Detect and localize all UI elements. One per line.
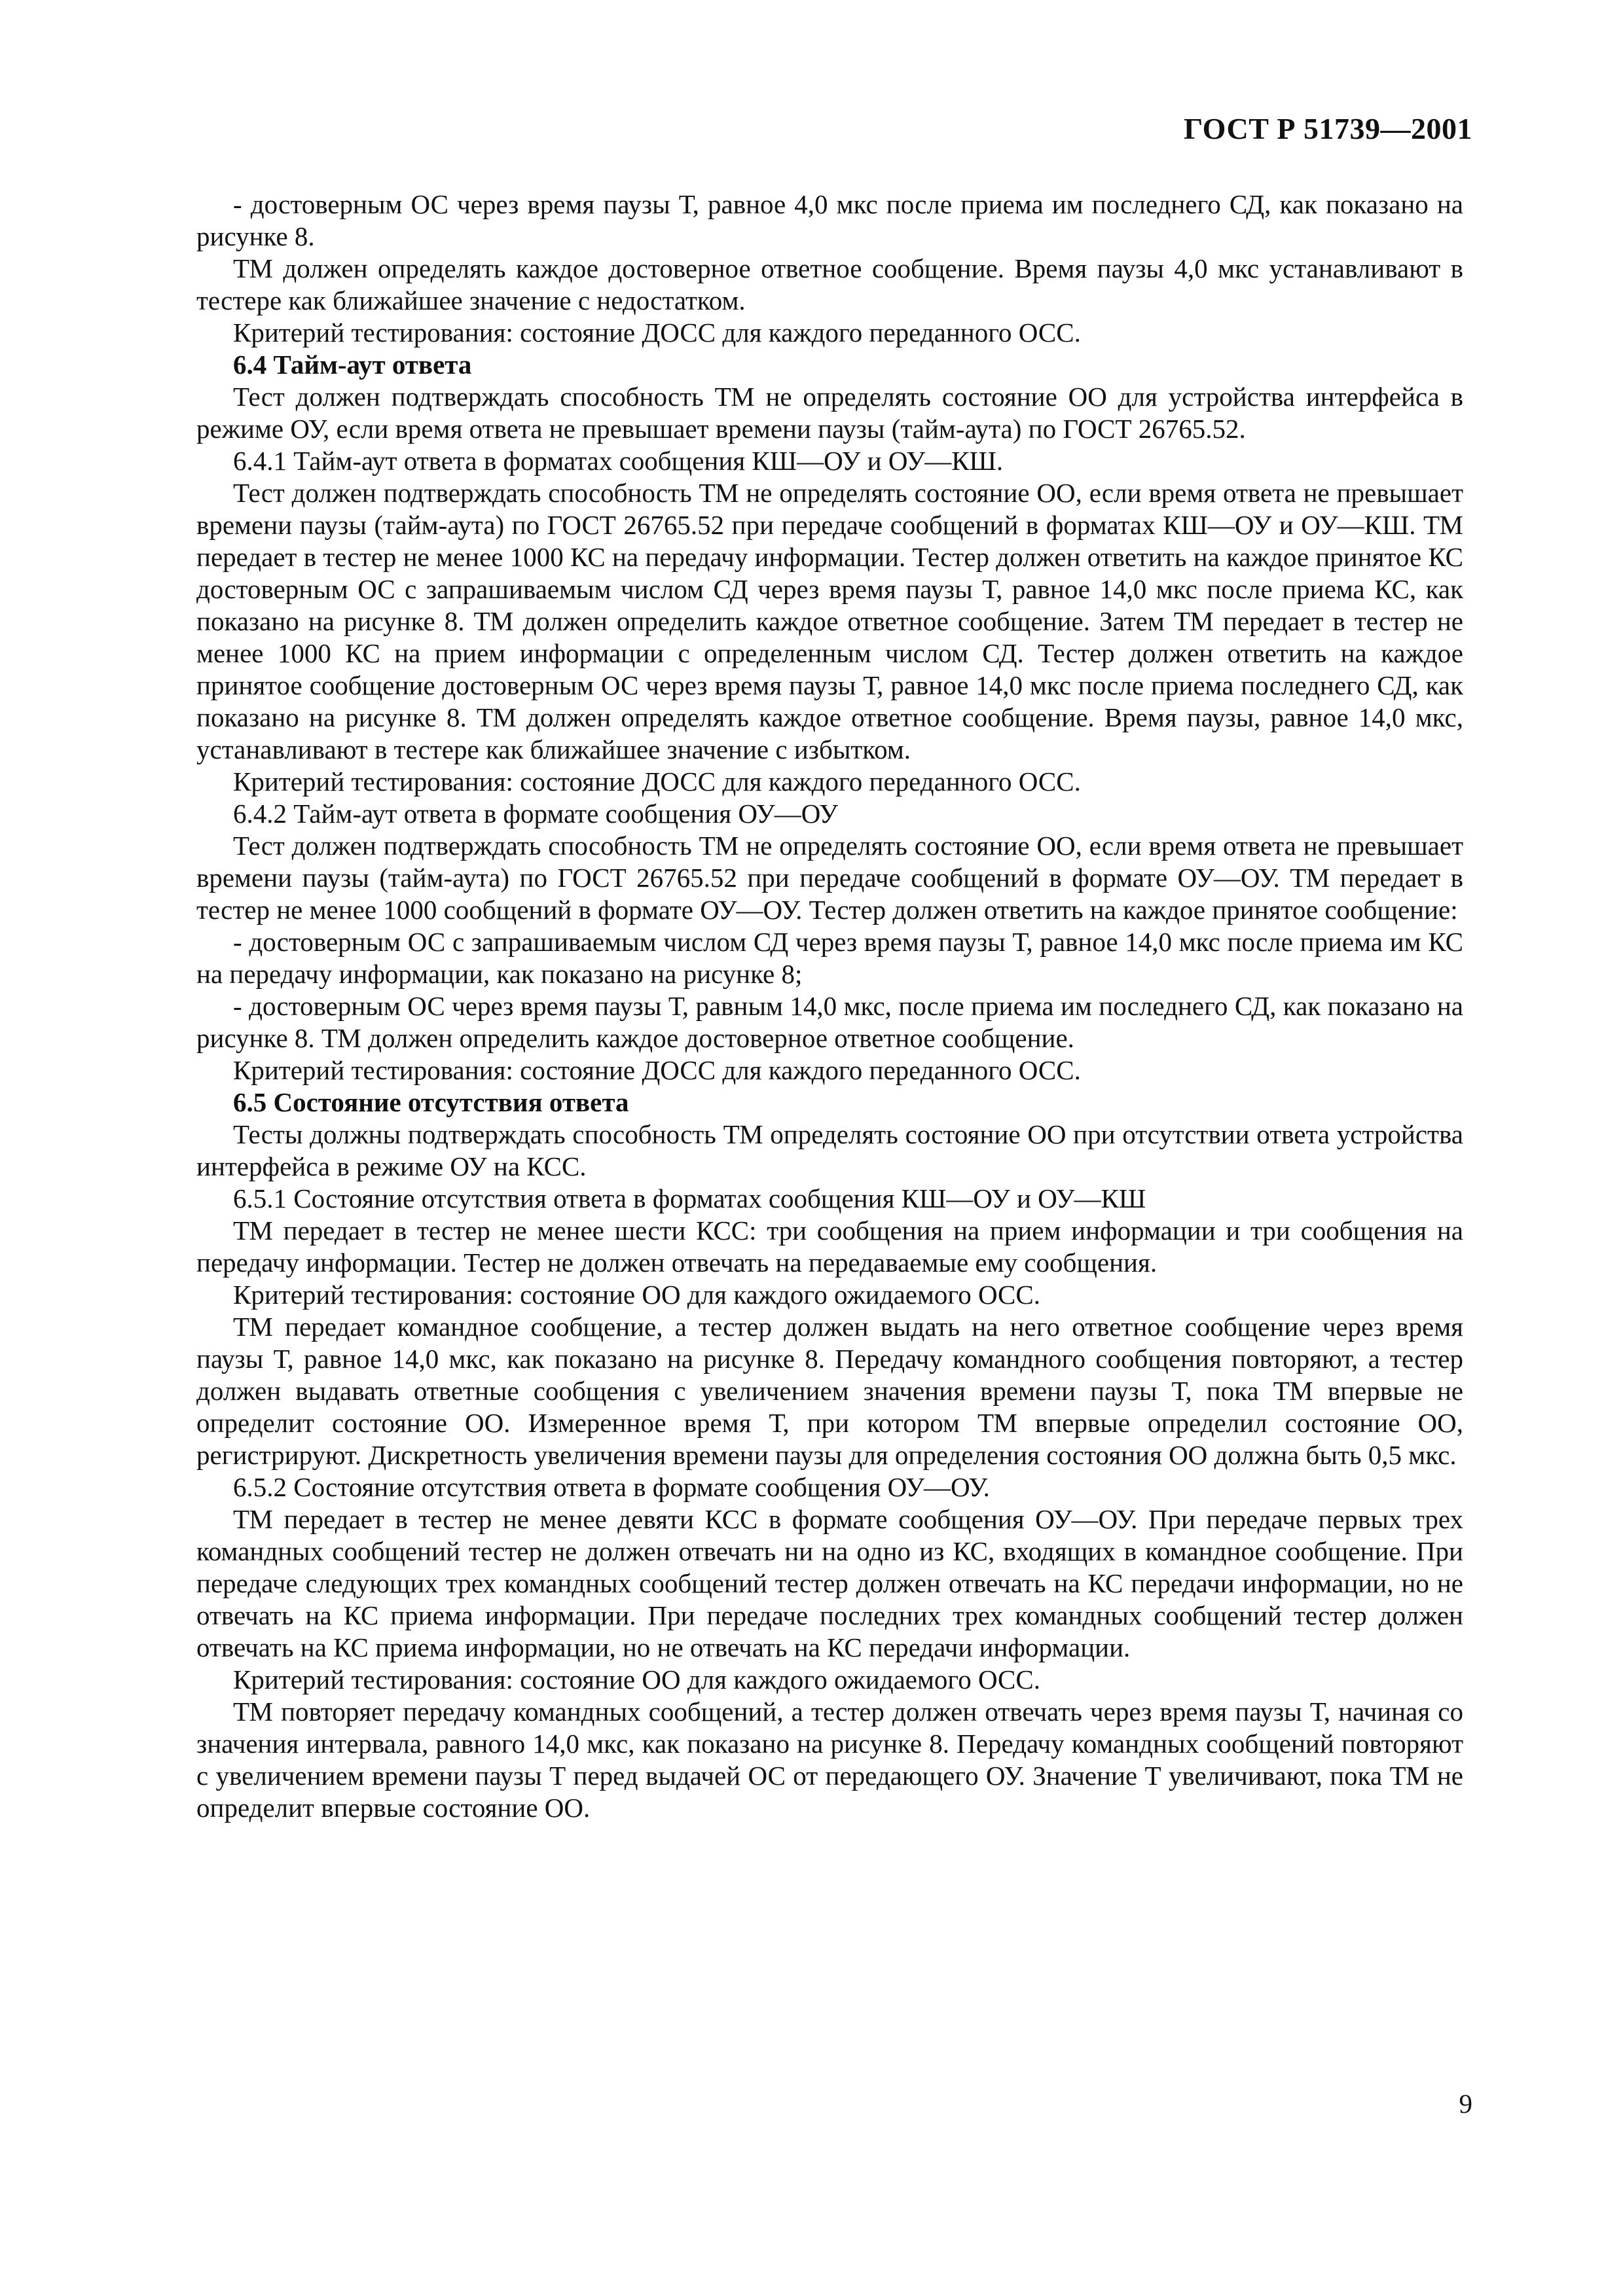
paragraph: 6.4.2 Тайм-аут ответа в формате сообщения ОУ—ОУ	[233, 798, 839, 829]
paragraph: ТМ повторяет передачу командных сообщений, а тестер должен отвечать через время паузы Т, начиная со значения интервала, равного 14,0 мкс, как показано на рисунке 8. Передачу командных сообщений повторяют с увеличением времени паузы Т перед выдачей ОС от передающего ОУ. Значение Т увеличивают, пока ТМ не определит впервые состояние ОО.	[196, 1696, 1463, 1823]
paragraph: Тест должен подтверждать способность ТМ не определять состояние ОО, если время ответа не превышает времени паузы (тайм-аута) по ГОСТ 26765.52 при передаче сообщений в форматах КШ—ОУ и ОУ—КШ. ТМ передает в тестер не менее 1000 КС на передачу информации. Тестер должен ответить на каждое принятое КС достоверным ОС с запрашиваемым числом СД через время паузы Т, равное 14,0 мкс после приема КС, как показано на рисунке 8. ТМ должен определить каждое ответное сообщение. Затем ТМ передает в тестер не менее 1000 КС на прием информации с определенным числом СД. Тестер должен ответить на каждое принятое сообщение достоверным ОС через время паузы Т, равное 14,0 мкс после приема последнего СД, как показано на рисунке 8. ТМ должен определять каждое ответное сообщение. Время паузы, равное 14,0 мкс, устанавливают в тестере как ближайшее значение с избытком.	[196, 478, 1463, 764]
section-heading: 6.5 Состояние отсутствия ответа	[233, 1087, 629, 1117]
paragraph: - достоверным ОС через время паузы Т, равным 14,0 мкс, после приема им последнего СД, как показано на рисунке 8. ТМ должен определить каждое достоверное ответное сообщение.	[196, 991, 1463, 1053]
paragraph: Критерий тестирования: состояние ОО для каждого ожидаемого ОСС.	[233, 1280, 1041, 1310]
paragraph: Критерий тестирования: состояние ДОСС для каждого переданного ОСС.	[233, 766, 1081, 797]
paragraph: Критерий тестирования: состояние ОО для каждого ожидаемого ОСС.	[233, 1664, 1041, 1695]
paragraph: - достоверным ОС через время паузы Т, равное 4,0 мкс после приема им последнего СД, как показано на рисунке 8.	[196, 189, 1463, 251]
document-code: ГОСТ Р 51739—2001	[1184, 112, 1472, 145]
paragraph: Тест должен подтверждать способность ТМ не определять состояние ОО для устройства интерфейса в режиме ОУ, если время ответа не превышает времени паузы (тайм-аута) по ГОСТ 26765.52.	[196, 382, 1463, 444]
document-body	[196, 188, 1463, 1824]
page-number: 9	[1459, 2089, 1472, 2119]
section-heading: 6.4 Тайм-аут ответа	[233, 350, 472, 380]
paragraph: 6.5.2 Состояние отсутствия ответа в формате сообщения ОУ—ОУ.	[233, 1472, 990, 1502]
paragraph: - достоверным ОС с запрашиваемым числом СД через время паузы Т, равное 14,0 мкс после приема им КС на передачу информации, как показано на рисунке 8;	[196, 927, 1463, 989]
paragraph: ТМ должен определять каждое достоверное ответное сообщение. Время паузы 4,0 мкс устанавливают в тестере как ближайшее значение с недостатком.	[196, 253, 1463, 315]
paragraph: ТМ передает командное сообщение, а тестер должен выдать на него ответное сообщение через время паузы Т, равное 14,0 мкс, как показано на рисунке 8. Передачу командного сообщения повторяют, а тестер должен выдавать ответные сообщения с увеличением значения времени паузы Т, пока ТМ впервые не определит состояние ОО. Измеренное время Т, при котором ТМ впервые определил состояние ОО, регистрируют. Дискретность увеличения времени паузы для определения состояния ОО должна быть 0,5 мкс.	[196, 1312, 1463, 1470]
paragraph: 6.5.1 Состояние отсутствия ответа в форматах сообщения КШ—ОУ и ОУ—КШ	[233, 1183, 1146, 1213]
paragraph: Тесты должны подтверждать способность ТМ определять состояние ОО при отсутствии ответа устройства интерфейса в режиме ОУ на КСС.	[196, 1119, 1463, 1181]
paragraph: ТМ передает в тестер не менее шести КСС: три сообщения на прием информации и три сообщения на передачу информации. Тестер не должен отвечать на передаваемые ему сообщения.	[196, 1215, 1463, 1278]
paragraph: Тест должен подтверждать способность ТМ не определять состояние ОО, если время ответа не превышает времени паузы (тайм-аута) по ГОСТ 26765.52 при передаче сообщений в формате ОУ—ОУ. ТМ передает в тестер не менее 1000 сообщений в формате ОУ—ОУ. Тестер должен ответить на каждое принятое сообщение:	[196, 831, 1463, 925]
paragraph: Критерий тестирования: состояние ДОСС для каждого переданного ОСС.	[233, 1055, 1081, 1085]
paragraph: Критерий тестирования: состояние ДОСС для каждого переданного ОСС.	[233, 317, 1081, 348]
paragraph: 6.4.1 Тайм-аут ответа в форматах сообщения КШ—ОУ и ОУ—КШ.	[233, 446, 1004, 476]
paragraph: ТМ передает в тестер не менее девяти КСС в формате сообщения ОУ—ОУ. При передаче первых трех командных сообщений тестер не должен отвечать ни на одно из КС, входящих в командное сообщение. При передаче следующих трех командных сообщений тестер должен отвечать на КС передачи информации, но не отвечать на КС приема информации. При передаче последних трех командных сообщений тестер должен отвечать на КС приема информации, но не отвечать на КС передачи информации.	[196, 1504, 1463, 1662]
